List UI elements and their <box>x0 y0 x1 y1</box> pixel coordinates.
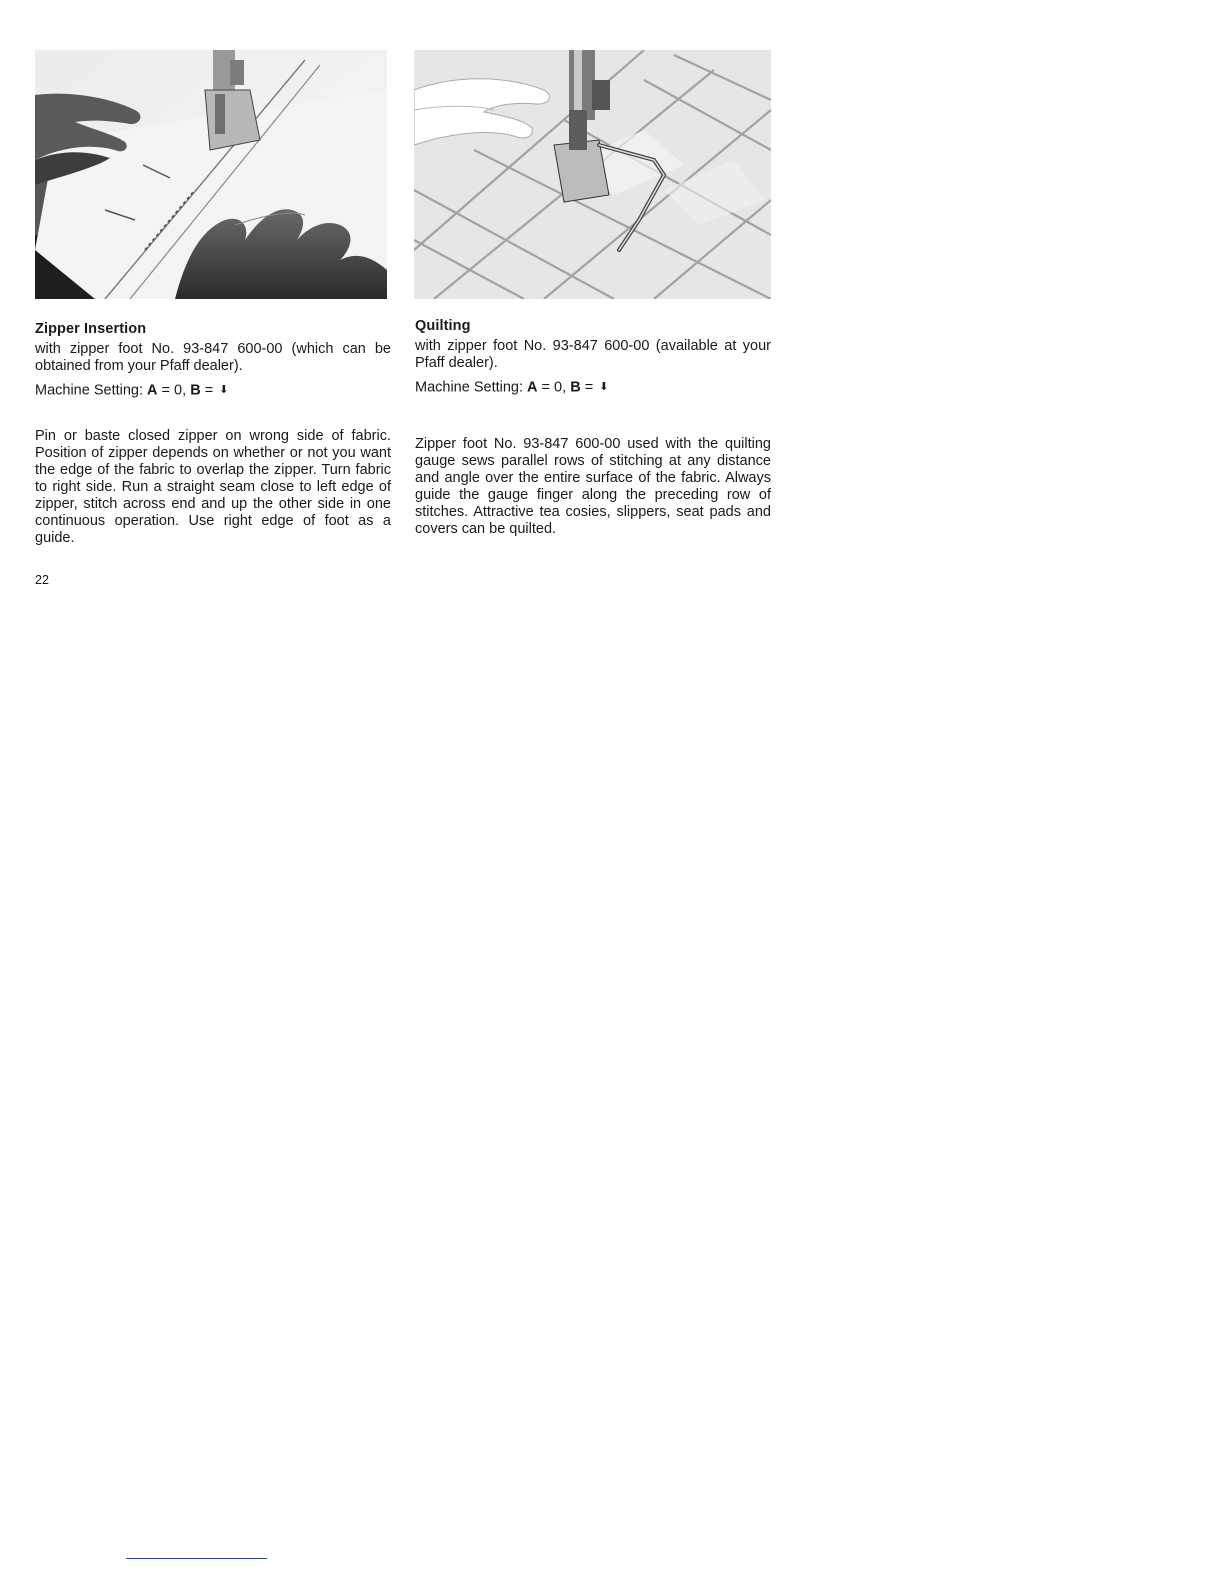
section-body: Zipper foot No. 93-847 600-00 used with the quilting gauge sews parallel rows of stitching at any distance and angle over the entire surface of the fabric. Always guide the gauge finger along the preceding row of stitches. Attractive tea cosies, slippers, seat pads and covers can be quilted. <box>415 436 771 538</box>
setting-b-key: B <box>190 382 201 399</box>
zipper-insertion-photo <box>35 50 387 299</box>
quilting-section <box>415 318 771 538</box>
setting-b-value: = <box>580 379 598 396</box>
needle-down-arrow-icon: ⬇ <box>219 384 229 396</box>
section-title: Zipper Insertion <box>35 321 147 337</box>
setting-a-value: = 0, <box>157 382 191 399</box>
needle-down-arrow-icon: ⬇ <box>599 381 609 393</box>
setting-label: Machine Setting: <box>35 382 148 399</box>
setting-a-value: = 0, <box>537 379 571 396</box>
section-intro: with zipper foot No. 93-847 600-00 (which can be obtained from your Pfaff dealer). <box>35 341 391 374</box>
setting-b-value: = <box>200 382 218 399</box>
section-intro: with zipper foot No. 93-847 600-00 (available at your Pfaff dealer). <box>415 338 771 371</box>
machine-setting <box>415 379 771 396</box>
setting-a-key: A <box>147 382 158 399</box>
quilting-photo <box>414 50 771 299</box>
page-number: 22 <box>35 573 49 587</box>
zipper-insertion-section <box>35 321 391 547</box>
setting-b-key: B <box>570 379 581 396</box>
footer-rule <box>126 1558 267 1559</box>
section-body: Pin or baste closed zipper on wrong side of fabric. Position of zipper depends on whether or not you want the edge of the fabric to overlap the zipper. Turn fabric to right side. Run a straight seam close to left edge of zipper, stitch across end and up the other side in one continuous operation. Use right edge of foot as a guide. <box>35 428 391 547</box>
setting-label: Machine Setting: <box>415 379 528 396</box>
setting-a-key: A <box>527 379 538 396</box>
machine-setting <box>35 382 391 399</box>
section-title: Quilting <box>415 318 471 334</box>
